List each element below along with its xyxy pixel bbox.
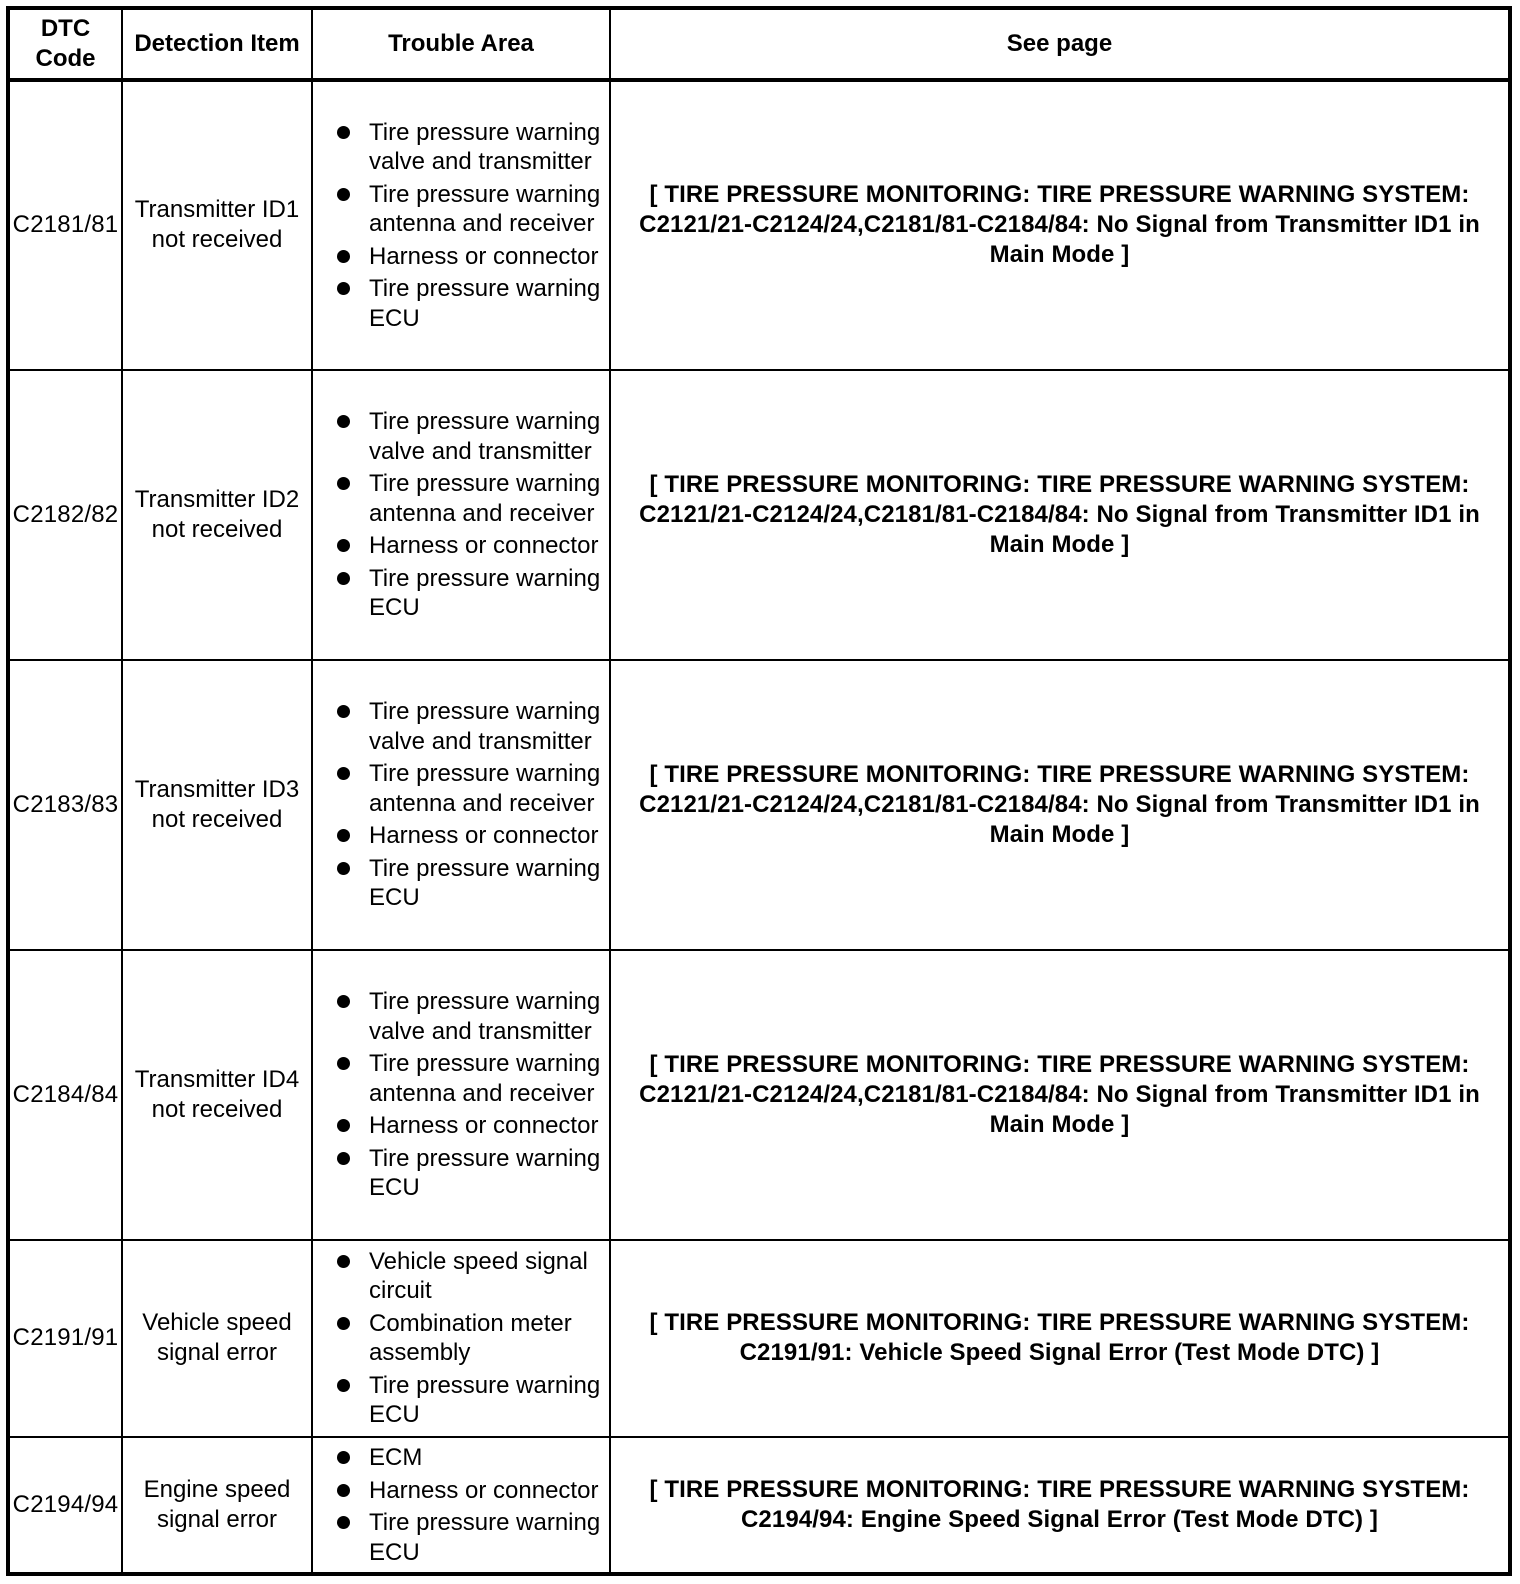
header-see-page: See page [610,8,1510,80]
trouble-area-text: Harness or connector [369,1476,599,1504]
table-row [8,1437,1510,1574]
trouble-area-item [313,759,605,818]
trouble-area-cell [312,370,610,660]
bullet-icon [337,188,350,201]
trouble-area-item [313,469,605,528]
trouble-area-item [313,1111,605,1141]
trouble-area-text: Tire pressure warning ECU [369,275,601,332]
bullet-icon [337,1451,350,1464]
trouble-area-text: Tire pressure warning antenna and receiver [369,470,601,527]
see-page-link[interactable]: [ TIRE PRESSURE MONITORING: TIRE PRESSURE WARNING SYSTEM: C2121/21-C2124/24,C2181/81-C2184/84: No Signal from Transmitter ID1 in Main Mode ] [610,370,1510,660]
trouble-area-item [313,1309,605,1368]
dtc-code-cell: C2184/84 [8,950,122,1240]
bullet-icon [337,1379,350,1392]
dtc-table [6,6,1512,1576]
bullet-icon [337,705,350,718]
bullet-icon [337,767,350,780]
trouble-area-text: Harness or connector [369,822,599,850]
table-row [8,370,1510,660]
trouble-area-list [313,118,605,334]
trouble-area-item [313,1371,605,1430]
trouble-area-cell [312,950,610,1240]
trouble-area-list [313,1443,605,1567]
trouble-area-item [313,1443,605,1473]
bullet-icon [337,1484,350,1497]
dtc-code-cell: C2183/83 [8,660,122,950]
trouble-area-item [313,1476,605,1506]
bullet-icon [337,572,350,585]
detection-item-line: Transmitter ID4 [134,1065,300,1093]
trouble-area-item [313,1508,605,1567]
header-dtc-code [8,8,122,80]
trouble-area-item [313,242,605,272]
trouble-area-item [313,697,605,756]
trouble-area-item [313,180,605,239]
bullet-icon [337,1516,350,1529]
trouble-area-item [313,1247,605,1306]
detection-item-line: not received [151,1095,283,1123]
trouble-area-item [313,854,605,913]
trouble-area-text: Vehicle speed signal circuit [369,1247,588,1305]
bullet-icon [337,1152,350,1165]
trouble-area-text: Tire pressure warning ECU [369,1144,601,1202]
trouble-area-cell [312,1240,610,1437]
bullet-icon [337,477,350,490]
table-body [8,80,1510,1574]
trouble-area-text: Tire pressure warning valve and transmitter [369,118,601,176]
trouble-area-text: Tire pressure warning ECU [369,564,601,622]
trouble-area-item [313,274,605,333]
table-row [8,80,1510,370]
detection-item-line: not received [151,515,283,543]
trouble-area-list [313,987,605,1203]
trouble-area-text: Tire pressure warning valve and transmitter [369,698,601,755]
bullet-icon [337,282,350,295]
bullet-icon [337,1057,350,1070]
trouble-area-text: Harness or connector [369,242,599,270]
bullet-icon [337,1317,350,1330]
detection-item-line: Transmitter ID2 [134,485,300,513]
bullet-icon [337,415,350,428]
trouble-area-item [313,1049,605,1108]
bullet-icon [337,539,350,552]
table-header [8,8,1510,80]
trouble-area-text: Tire pressure warning ECU [369,1371,601,1429]
trouble-area-item [313,1144,605,1203]
table-row [8,660,1510,950]
bullet-icon [337,1255,350,1268]
detection-item-line: Engine speed [143,1476,291,1504]
trouble-area-text: Tire pressure warning ECU [369,854,601,912]
bullet-icon [337,250,350,263]
trouble-area-text: Tire pressure warning antenna and receiver [369,760,601,817]
trouble-area-cell [312,660,610,950]
trouble-area-text: Tire pressure warning valve and transmitter [369,408,601,465]
trouble-area-text: Tire pressure warning antenna and receiver [369,1050,601,1107]
dtc-code-cell: C2182/82 [8,370,122,660]
trouble-area-item [313,564,605,623]
trouble-area-text: Tire pressure warning valve and transmitter [369,988,601,1045]
trouble-area-text: Combination meter assembly [369,1309,572,1367]
dtc-code-cell: C2181/81 [8,80,122,370]
detection-item-cell [122,370,312,660]
detection-item-line: signal error [156,1339,278,1367]
detection-item-cell [122,660,312,950]
trouble-area-text: Tire pressure warning ECU [369,1509,601,1566]
table-row [8,950,1510,1240]
detection-item-cell [122,1437,312,1574]
trouble-area-text: Harness or connector [369,532,599,560]
trouble-area-cell [312,1437,610,1574]
header-dtc-code-line-2: Code [35,45,96,72]
trouble-area-cell [312,80,610,370]
detection-item-line: not received [151,805,283,833]
bullet-icon [337,829,350,842]
dtc-code-cell: C2194/94 [8,1437,122,1574]
detection-item-line: Transmitter ID3 [134,775,300,803]
see-page-link[interactable]: [ TIRE PRESSURE MONITORING: TIRE PRESSURE WARNING SYSTEM: C2121/21-C2124/24,C2181/81-C2184/84: No Signal from Transmitter ID1 in Main Mode ] [610,80,1510,370]
detection-item-line: Transmitter ID1 [134,196,300,224]
trouble-area-item [313,821,605,851]
detection-item-line: signal error [156,1506,278,1534]
bullet-icon [337,995,350,1008]
see-page-link[interactable]: [ TIRE PRESSURE MONITORING: TIRE PRESSURE WARNING SYSTEM: C2191/91: Vehicle Speed Signal Error (Test Mode DTC) ] [610,1240,1510,1437]
table-row [8,1240,1510,1437]
detection-item-cell [122,80,312,370]
trouble-area-list [313,1247,605,1430]
trouble-area-list [313,407,605,623]
trouble-area-text: Tire pressure warning antenna and receiver [369,180,601,238]
trouble-area-list [313,697,605,913]
dtc-code-cell: C2191/91 [8,1240,122,1437]
header-detection-item: Detection Item [122,8,312,80]
trouble-area-text: Harness or connector [369,1112,599,1140]
see-page-link[interactable]: [ TIRE PRESSURE MONITORING: TIRE PRESSURE WARNING SYSTEM: C2121/21-C2124/24,C2181/81-C2184/84: No Signal from Transmitter ID1 in Main Mode ] [610,660,1510,950]
trouble-area-item [313,531,605,561]
bullet-icon [337,862,350,875]
header-trouble-area: Trouble Area [312,8,610,80]
detection-item-line: Vehicle speed [142,1309,292,1337]
trouble-area-text: ECM [369,1444,423,1472]
detection-item-cell [122,950,312,1240]
trouble-area-item [313,987,605,1046]
see-page-link[interactable]: [ TIRE PRESSURE MONITORING: TIRE PRESSURE WARNING SYSTEM: C2194/94: Engine Speed Signal Error (Test Mode DTC) ] [610,1437,1510,1574]
trouble-area-item [313,407,605,466]
detection-item-cell [122,1240,312,1437]
bullet-icon [337,1119,350,1132]
detection-item-line: not received [151,226,283,254]
trouble-area-item [313,118,605,177]
bullet-icon [337,126,350,139]
header-row [8,8,1510,80]
see-page-link[interactable]: [ TIRE PRESSURE MONITORING: TIRE PRESSURE WARNING SYSTEM: C2121/21-C2124/24,C2181/81-C2184/84: No Signal from Transmitter ID1 in Main Mode ] [610,950,1510,1240]
header-dtc-code-line-1: DTC [40,15,91,42]
